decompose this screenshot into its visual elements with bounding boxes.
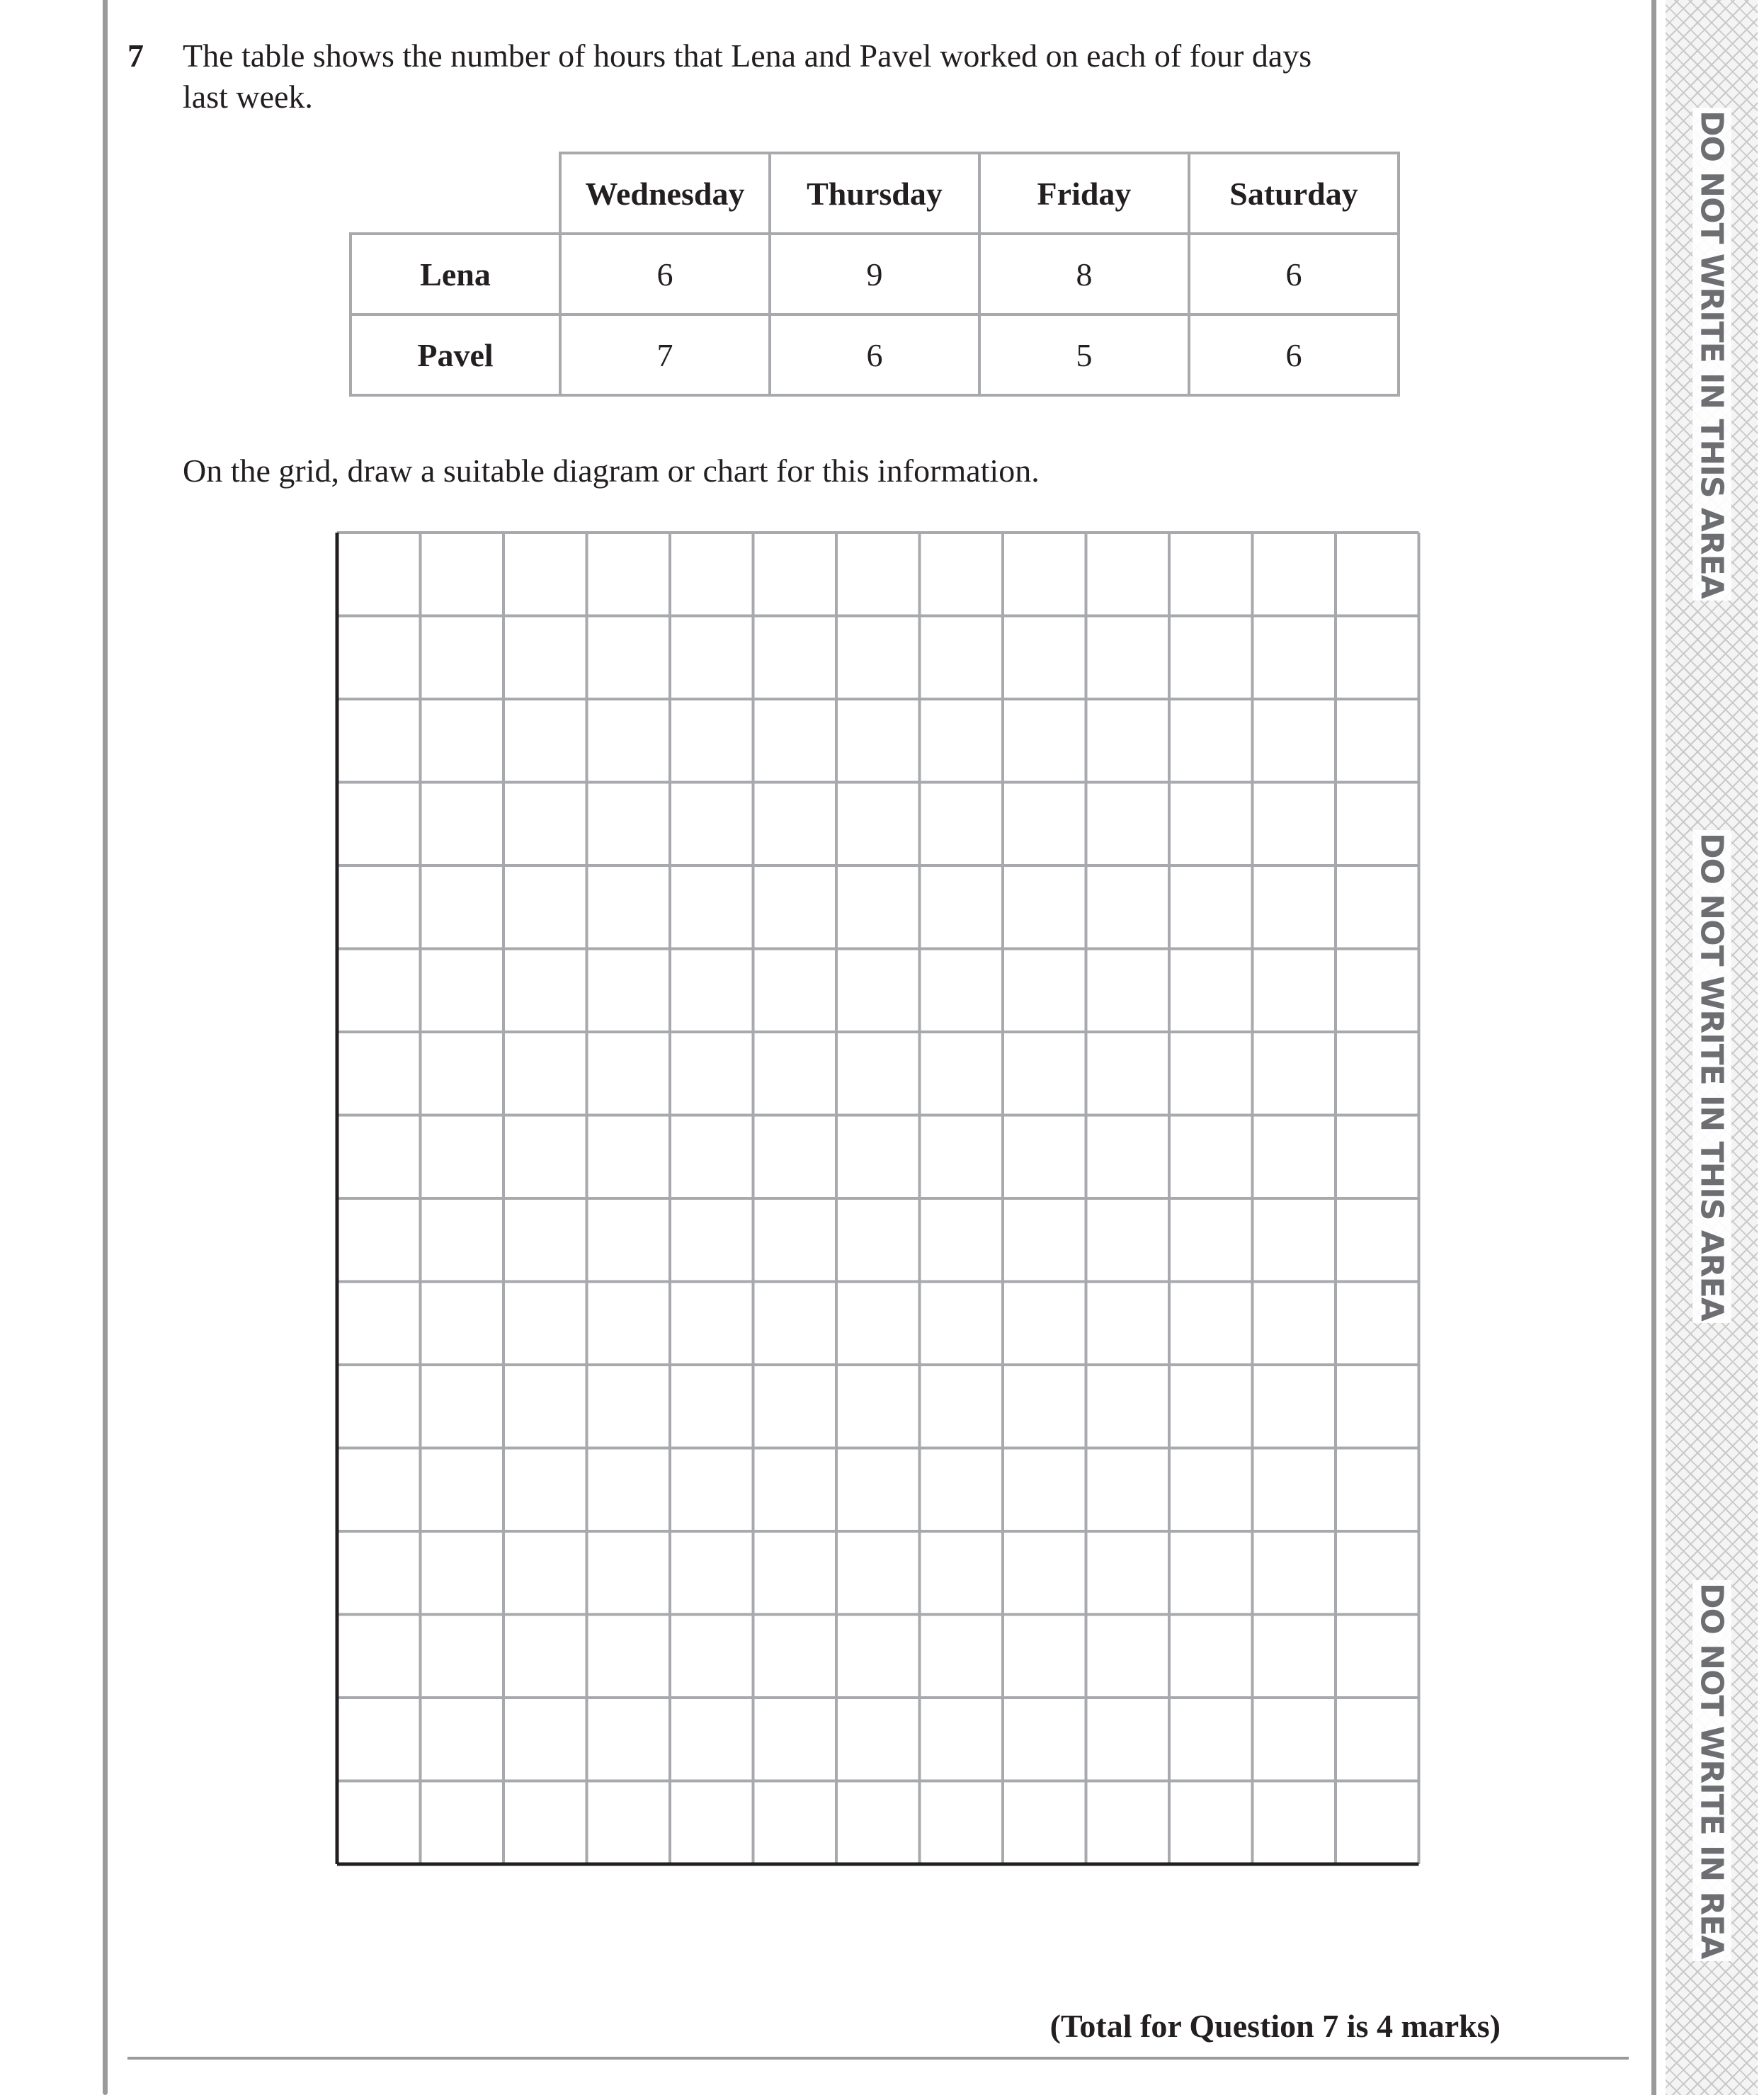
- margin-warning-text: DO NOT WRITE IN THIS AREA: [1692, 830, 1731, 1324]
- table-header-day: Friday: [979, 153, 1189, 234]
- answer-grid[interactable]: [333, 530, 1423, 1868]
- table-row: [351, 314, 1399, 395]
- bottom-rule: [127, 2057, 1629, 2060]
- table-cell: 6: [1189, 234, 1399, 314]
- do-not-write-margin: [1651, 0, 1764, 2095]
- table-header-row: [351, 153, 1399, 234]
- table-row-name: Lena: [351, 234, 560, 314]
- table-cell: 9: [770, 234, 979, 314]
- table-cell: 6: [770, 314, 979, 395]
- margin-warning-text: DO NOT WRITE IN THIS AREA: [1692, 108, 1731, 601]
- table-corner-cell: [351, 153, 560, 234]
- table-row-name: Pavel: [351, 314, 560, 395]
- table-header-day: Thursday: [770, 153, 979, 234]
- grid-instruction: On the grid, draw a suitable diagram or chart for this information.: [183, 453, 1040, 489]
- table-header-day: Wednesday: [560, 153, 770, 234]
- table-cell: 6: [1189, 314, 1399, 395]
- margin-warning: [1666, 1558, 1758, 1983]
- question-text-line-1: The table shows the number of hours that Lena and Pavel worked on each of four days: [183, 38, 1312, 74]
- table-cell: 5: [979, 314, 1189, 395]
- table-row: [351, 234, 1399, 314]
- table-cell: 6: [560, 234, 770, 314]
- margin-warning: [1666, 829, 1758, 1324]
- left-margin-rule: [103, 0, 108, 2095]
- table-cell: 7: [560, 314, 770, 395]
- question-number: 7: [127, 38, 144, 74]
- hours-table: [349, 152, 1400, 397]
- total-marks: (Total for Question 7 is 4 marks): [1049, 2008, 1501, 2044]
- question-text: [183, 35, 1443, 118]
- table-header-day: Saturday: [1189, 153, 1399, 234]
- margin-warning: [1666, 106, 1758, 602]
- table-cell: 8: [979, 234, 1189, 314]
- margin-edge-rule: [1651, 0, 1656, 2095]
- margin-warning-text: DO NOT WRITE IN REA: [1692, 1580, 1731, 1961]
- question-text-line-2: last week.: [183, 79, 313, 115]
